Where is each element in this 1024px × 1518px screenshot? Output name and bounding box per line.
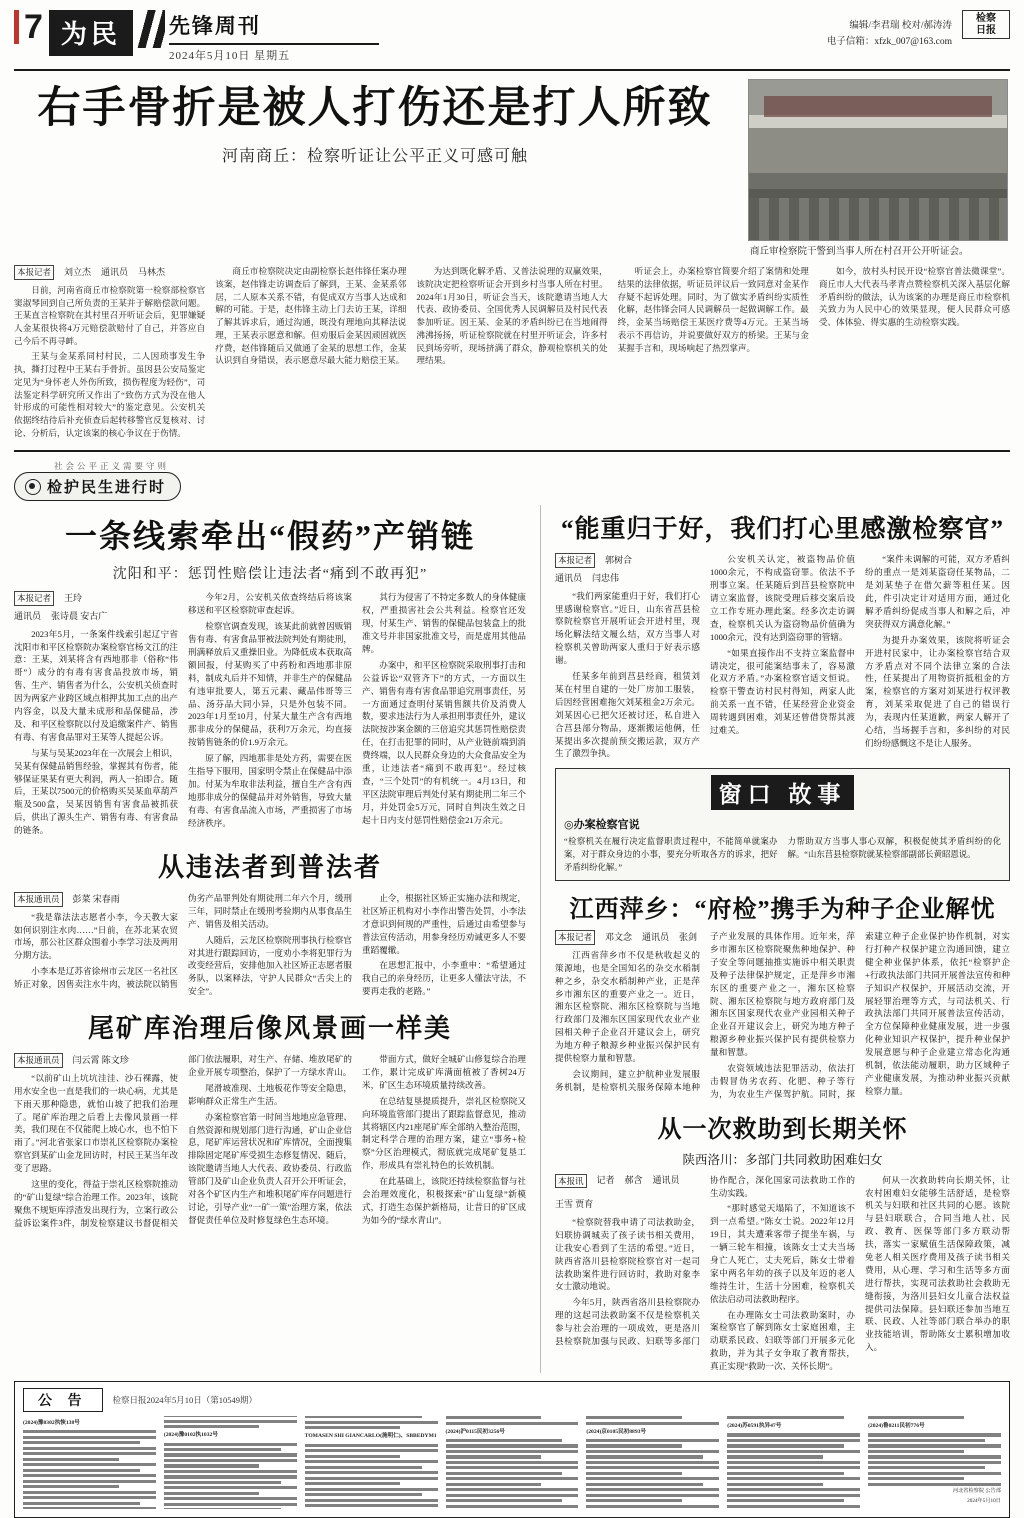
email-line: 电子信箱：xfzk_007@163.com xyxy=(826,37,952,48)
notice-item xyxy=(868,1423,1001,1505)
byline-tag: 本报记者 xyxy=(14,265,54,280)
byline-name: 郭树合 xyxy=(605,555,633,566)
lead-column-1 xyxy=(14,265,205,442)
byline-tag-2: 记者 xyxy=(596,1175,615,1186)
jiangxi-body xyxy=(555,930,1010,1101)
banner-label: 检护民生进行时 xyxy=(47,480,167,497)
byline-name: 闫云霄 陈文珍 xyxy=(72,1054,129,1065)
byline-name: 王玲 xyxy=(64,593,83,604)
lead-para: 如今，放村头村民开设“检察官普法微课堂”。商丘市人大代表马孝青点赞检察机关深入基层化解矛盾纠纷的做法，认为该案的办理是商丘市检察机关致力为人民中心的效果显现，便人民群众可感受、体体验、得实惠的生动检察实践。 xyxy=(818,266,1011,328)
story-para: 原了解，四地那非是处方药，需要在医生指导下服用，国家明令禁止在保健品中添加。付某为牟取非法利益，擅自生产含有西地那非成分的保健品并对外销售，导致大量有毒、有害食品流入市场，严重损害了市场经济秩序。 xyxy=(188,753,352,828)
story-para: 在思想汇报中，小李重申：“希望通过我自己的亲身经历，让更多人懂法守法，不要再走我的老路。” xyxy=(362,960,526,997)
lead-column-3 xyxy=(416,265,607,442)
lead-column-2 xyxy=(215,265,406,442)
lead-para: 商丘市检察院决定由副检察长赵伟锋任案办理该案，赵伟锋走访调查后了解到，王某、金某系邻居，二人原本关系不错，有促成双方当事人达成和解的可能。于是，赵伟锋主动上门去访王某，详细了解其诉求后，通过沟通，既没有理地向其释法说理，王某表示愿意和解。但劝服后金某因顽固就医疗费，赵伟锋随后又做通了金某的思想工作，金某认识到自身错误，表示愿意尽最大能力赔偿王某。 xyxy=(215,266,407,366)
lead-headline: 右手骨折是被人打伤还是打人所致 xyxy=(37,85,713,132)
notices-subtitle: 检察日报2024年5月10日（第10549期） xyxy=(112,1395,258,1406)
fake-drug-subtitle: 沈阳和平：惩罚性赔偿让违法者“痛到不敢再犯” xyxy=(112,567,428,583)
section-name: 为民 xyxy=(49,10,133,56)
story-para: 这里的变化，得益于崇礼区检察院推动的“矿山复绿”综合治理工作。2023年，该院聚焦不规矩库浮渣发出现行为，立案行政公益诉讼案件3件，制发检察建议书督促相关部门依法履职，对生产、存储、堆放尾矿的企业开展专项整治，保护了一方绿水青山。 xyxy=(14,1054,352,1228)
story-para: 止令，根据社区矫正实施办法和规定，社区矫正机构对小李作出警告处罚，小李法才意识到何规的严重性，后通过由希望参与普法宣传活动，用参身经历劝诫更多人不要重蹈覆辙。 xyxy=(362,892,526,955)
story-para: 为提升办案效果，该院将听证会开进村民家中，让办案检察官结合双方矛盾点对不同个法律立案的合法性，任某提出了用物资折抵租金的方案，检察官的方案对刘某进行权评教育，刘某采取促进了自己的错误行为，表现内任某道歉，两家人解开了心结，当场握手言和，多纠纷的对民们纷纷感慨这不是让人服务。 xyxy=(865,634,1010,748)
story-para: 农资领域违法犯罪活动，依法打击假冒伪劣农药、化肥、种子等行为，为农业生产保驾护航。同时，探索建立种子企业保护协作机制，对实行打种产权保护建立沟通回馈，建立健全种业保护体系，依托“检察护企+行政执法部门共同开展普法宣传和种子知识产权保护，开展活动交流，开展轻罪治理等方式，与司法机关、行政执法部门共同开展普法宣传活动，全方位保障种业健康发展，进一步强化种业知识产权保护，提升种业保护发展意愿与种子企业建立常态化沟通机制，依法能动履职，助力区域种子产业健康发展，为推动种业振兴贡献检察力量。 xyxy=(710,931,1010,1099)
lead-columns xyxy=(0,259,1024,442)
story-para: 公安机关认定，被盗物品价值1000余元，不构成盗窃罪。依法不予刑事立案。任某随后到莒县检察院申请立案监督，该院受理后移交案后设立工作专班办理此案。经多次走访调查，检察机关认为盗窃物品价值确为1000余元，没有达到盗窃罪的管辖。 xyxy=(710,554,855,642)
story-para: 尾滑坡准现、土地板花作等安全隐患，影响群众正常生产生活。 xyxy=(188,1082,352,1106)
fake-drug-byline-2 xyxy=(14,610,178,624)
officer-say-right: 力帮助双方当事人事心双解，积极促使其矛盾纠纷的化解。“山东莒县检察院就某检察部副部长黄昭恩说。 xyxy=(787,837,1001,859)
jiangxi-title: 江西萍乡：“府检”携手为种子企业解忧 xyxy=(569,897,996,924)
rescue-body xyxy=(555,1174,1010,1373)
section-banner xyxy=(14,472,181,501)
tailings-body xyxy=(14,1053,526,1230)
story-para: 任某多年前到莒县经商，租赁刘某在村里自建的一处厂房加工服装，后因经营困难拖欠刘某租金2万余元。刘某因心已把欠还被讨还，私自进入合莒县部分物品，逐渐搬运他俩，任某提出多次提前预交搬运款，双方产生了激烈争执。 xyxy=(555,671,700,759)
lead-subhead: 河南商丘：检察听证让公平正义可感可触 xyxy=(221,148,528,166)
story-para: 会议期间，建立护航种业发展服务机制，是检察机关服务保障本地种子产业发展的具体作用。近年来，萍乡市湘东区检察院聚焦种地保护、种子安全等问题抽推实施诉中相关职责及种子法律保护规定，正是萍乡市湘东区的重要产业之一，湘东区检察院、湘东区检察院与地方政府部门及湘东区国家现代农业产业园相关种子企业召开建议会上，研究为地方种子粮源乡种业振兴保护民有提供检察力量和智慧。 xyxy=(555,931,855,1092)
violator-byline xyxy=(14,892,178,907)
byline-tag: 本报记者 xyxy=(555,553,595,568)
story-para: 江西省萍乡市不仅是秋收起义的策源地，也是全国知名的杂交水稻制种之乡，杂交水稻制种产业，正是萍乡市湘东区的重要产业之一。近日，湘东区检察院、湘东区检察院与当地行政部门及湘东区国家现代农业产业园相关种子企业召开建议会上，研究为地方种子粮源乡种业振兴保护民有提供检察力量和智慧。 xyxy=(555,949,700,1063)
byline-name-3: 王雪 贾育 xyxy=(555,1199,594,1210)
byline-tag-2: 通讯员 xyxy=(642,931,670,942)
left-stories xyxy=(14,505,526,1373)
story-para: “那时感觉天塌陷了，不知道该不到一点希望。”陈女士说。2022年12月19日，其夫遭乘客带子提坐车祸，与一辆三轮车相撞，该陈女士丈夫当场身亡人死亡，丈夫死后，陈女士带着家中两名年幼的孩子以及年迈的老人维持生计，生活十分困难，检察机关依法启动司法救助程序。 xyxy=(710,1203,855,1304)
slash-decoration xyxy=(131,10,165,48)
thanks-title: “能重归于好，我们打心里感激检察官” xyxy=(560,516,1004,544)
story-para: “如果直接作出不支持立案监督申请决定，很可能案结事未了，容易激化双方矛盾。”办案检察官适文恒说。检察干警查访村民村得知，两家人此前关系一直不错，任某经营企业资金周转遇到困难，刘某还曾借贷帮其渡过难关。 xyxy=(710,647,855,736)
violator-body xyxy=(14,892,526,998)
story-para: 在总结复垦提质提升，崇礼区检察院又向环境监管部门提出了跟踪监督意见，推动其将辖区内21座尾矿库全部纳入整治范围，制定科学合理的治理方案，建立“事务+检察”分区治理模式，彻底就完成尾矿复垦工作，形成具有崇礼特色的长效机制。 xyxy=(362,1095,526,1171)
editor-line: 编辑/李君瑞 校对/郝涛涛 xyxy=(849,21,952,31)
logo-line-1: 检察 xyxy=(976,13,996,24)
middle-section xyxy=(0,501,1024,1373)
story-para: 其行为侵害了不特定多数人的身体健康权，严重损害社会公共利益。检察官还发现，付某生产、销售的保健品包装盒上的批准文号并非国家批准文号，而是虚用其他品牌。 xyxy=(362,592,526,655)
story-para: 办案中，和平区检察院采取刑事打击和公益诉讼“双管齐下”的方式，一方面以生产、销售有毒有害食品罪追究刑事责任，另一方面通过查明付某销售额共价及消费人数，要求违法行为人承担刑事责任外，建议法院按涉案金额的三倍追究其惩罚性赔偿责任，在打击犯罪的同时，从产业链前端到消费终端，以人民群众身边的大众食品安全为重，让违法者“痛到不敢再犯”。经过核查，“三个处罚”的有机统一。4月13日，和平区法院审理后判处付某有期徒刑二年三个月，并处罚金5万元，同时自判决生效之日起十日内支付惩罚性赔偿金21万余元。 xyxy=(362,659,526,825)
shield-icon xyxy=(25,479,41,495)
byline-tag: 本报记者 xyxy=(14,591,54,606)
lead-para: 听证会上，办案检察官简要介绍了案情和处理结果的法律依据，听证员评议后一致同意对金某作存疑不起诉处理。同时，为了做实矛盾纠纷实质性化解，赵伟锋会同人民调解员一起做调解工作。最终，金某当场赔偿王某医疗费等4万元。王某当场表示不再信访，并说要做好双方的桥梁。王某与金某握手言和，现场响起了热烈掌声。 xyxy=(617,266,809,353)
notices-section xyxy=(14,1381,1010,1518)
story-para: 带面方式，做好全城矿山修复综合治理工作，累计完成矿库满面植被了香树24万米，矿区生态环境质量持续改善。 xyxy=(362,1054,526,1090)
notice-case-number: (2024)豫0302执恢138号 xyxy=(23,1420,80,1427)
byline-tongxun: 马林杰 xyxy=(138,266,166,277)
lead-photo-caption: 商丘审检察院干警到当事人所在村召开公开听证会。 xyxy=(750,247,969,257)
masthead xyxy=(0,0,1024,63)
story-para: 今年2月，公安机关依查终结后将该案移送和平区检察院审查起诉。 xyxy=(188,592,352,616)
byline-name: 邓文念 xyxy=(605,931,633,942)
byline-tongxun-tag: 通讯员 xyxy=(101,266,129,277)
byline-name-2: 张诗晨 安古广 xyxy=(51,611,108,622)
lead-column-5 xyxy=(819,265,1010,442)
lead-story xyxy=(0,71,1024,259)
notice-case-number: TOMASEN SHI GIANCARLO(施明仁)、SBBEDYM1 xyxy=(304,1433,437,1440)
notices-columns xyxy=(23,1416,1001,1509)
byline-tag: 本报记者 xyxy=(555,930,595,945)
story-para: 小李本是辽苏省徐州市云龙区一名社区矫正对象，因售卖注水牛肉，被法院以销售伪劣产品罪判处有期徒刑二年六个月，缓刑三年，同时禁止在缓刑考验期内从事食品生产、销售及相关活动。 xyxy=(14,892,352,990)
lead-photo xyxy=(748,79,1008,241)
banner-above-text: 社会公平正义需要守则 xyxy=(54,461,170,472)
byline-tag: 本报通讯员 xyxy=(14,1053,63,1068)
logo-line-2: 日报 xyxy=(976,24,996,36)
lead-byline xyxy=(14,265,205,280)
story-para: 何从一次救助转向长期关怀，让农村困难妇女能够生活舒适，是检察机关与妇联和社区共同的心愿。该院与县妇联联合，合同当地人社、民政、教育、医保等部门多方联动帮扶，落实一家赋值生活保障政策，减免老人相关医疗费用及孩子读书相关费用，从心理、学习和生活等多方面进行帮扶，实现司法救助社会救助无缝衔接，为洛川县妇女儿童合法权益提供司法保障。县妇联还参加当地互联、民政、人社等部门联合举办的职业技能培训，帮助陈女士累积增加收入。 xyxy=(865,1174,1010,1353)
byline-name-2: 闫忠伟 xyxy=(592,573,620,584)
officer-say-left: “检察机关在履行决定监督职责过程中，不能简单就案办案，对于群众身边的小事，要充分听取各方的诉求，把好矛盾纠纷化解。” xyxy=(564,837,778,872)
notices-footer-date: 2024年5月10日 xyxy=(967,1497,1001,1504)
byline-tag-2: 通讯员 xyxy=(14,611,42,622)
fake-drug-title: 一条线索牵出“假药”产销链 xyxy=(64,518,475,555)
lead-para: 日前，河南省商丘市检察院第一检察部检察官窦淑琴回到自己所负责的王某并于解赔偿款问题。王某直言检察院在其村里召开听证会后，犯罪嫌疑人金某很快将4万元赔偿款赔付了自己，并答应自己今后不再寻衅。 xyxy=(14,284,206,346)
jiangxi-byline xyxy=(555,930,700,945)
masthead-right xyxy=(169,10,379,63)
rescue-title: 从一次救助到长期关怀 xyxy=(657,1116,908,1143)
notices-footer-note: 河北省检察院 公告部 xyxy=(952,1488,1001,1495)
notices-title: 公 告 xyxy=(23,1388,103,1412)
story-para: 2023年5月，一条案件线索引起辽宁省沈阳市和平区检察院办案检察官杨文江的注意：王某，刘某将含有西地那非（俗称“伟哥”）成分的有毒有害食品投放市场，销售、生产、销售者为什么，公安机关侦查时因为两家产业跨区域点相押其加工点的出产内容金，以及大量未成形和品保健品，涉及、和平区检察院以付及追缴案件产、销售有毒、有害食品罪对王某等人提起公诉。 xyxy=(14,628,178,742)
byline-name: 彭菜 宋春雨 xyxy=(72,893,120,904)
tailings-byline xyxy=(14,1053,178,1068)
notice-case-number: (2024)鲁0211民初776号 xyxy=(868,1423,925,1430)
story-para: “我们两家能重归于好，我们打心里感谢检察官。”近日，山东省莒县检察院检察官开展听证会开进村里，现场化解法结文履么结，双方当事人对检察机关曾助两家人重归于好表示感谢。 xyxy=(555,590,700,666)
right-stories xyxy=(540,505,1010,1373)
rescue-subtitle: 陕西洛川：多部门共同救助困难妇女 xyxy=(682,1152,883,1167)
byline-reporter: 刘立杰 xyxy=(64,266,92,277)
byline-tag-2: 通讯员 xyxy=(555,573,583,584)
section-banner-wrap xyxy=(0,460,1024,501)
issue-date: 2024年5月10日 星期五 xyxy=(168,50,291,62)
byline-tag-3: 通讯员 xyxy=(652,1175,680,1186)
story-para: “我是靠法法志愿者小李，今天教大家如何识别注水肉……”日前，在苏北某农贸市场，那公社区群众围着小李学习法及两用分期方法。 xyxy=(14,911,178,961)
byline-name-2: 郝含 xyxy=(624,1175,643,1186)
rescue-byline xyxy=(555,1174,700,1212)
story-para: “以前矿山上坑坑洼洼、沙石裸露，使用水安全也一直是我们的一块心病，尤其是下雨天那种隐患，就怕山坡了把我们治理了。尾矿库治理之后看上去像风景画一样美，我们现在不仅能爬上坡心水，也不怕下雨了。”河北省张家口市崇礼区检察院办案检察官到某矿山金龙回访时，村民王某当年改变了思路。 xyxy=(14,1072,178,1174)
story-para: 在此基础上，该院还持续检察监督与社会治理效度化，积极探索“矿山复绿”新模式，打造生态保护新格局，让昔日的矿区成为如今的“绿水青山”。 xyxy=(362,1176,526,1225)
officer-say-grid xyxy=(564,836,1001,874)
story-para: “检察院替我申请了司法救助金，妇联协调城卖了孩子读书相关费用，让我安心看到了生活的希望。”近日，陕西省洛川县检察院检察官对一起司法救助案件进行回访时，救助对象李女士激动地说。 xyxy=(555,1216,700,1292)
masthead-rule xyxy=(169,43,379,45)
window-story-title xyxy=(564,775,1001,810)
lead-column-4 xyxy=(618,265,809,442)
page-number: 7 xyxy=(14,10,43,44)
thanks-byline xyxy=(555,553,700,568)
window-title-text: 窗口 故事 xyxy=(711,775,855,810)
credits xyxy=(827,10,952,50)
window-story-box xyxy=(555,768,1010,881)
notices-header xyxy=(23,1388,1001,1412)
newspaper-logo xyxy=(962,10,1010,39)
tailings-title: 尾矿库治理后像风景画一样美 xyxy=(87,1014,452,1044)
officer-say-head: ◎办案检察官说 xyxy=(564,819,640,832)
lead-para: 王某与金某系同村村民，二人因琐事发生争执，撕打过程中王某右手骨折。虽因县公安局鉴定定见为“身怀老人外伤所致，损伤程度为轻伤”，司法鉴定科学研究所又作出了“致伤方式为没在他人针形成的可能性相对较大”的鉴定意见。公安机关依据终结待后补充侦查后起转移警官反复核对、讨论、分析后，认定该案的核心争议在于伤情。 xyxy=(14,351,206,438)
story-para: 今年5月，陕西省洛川县检察院办理的这起司法救助案不仅是检察机关参与社会治理的一项成效，更是洛川县检察院加强与民政、妇联等多部门协作配合，深化国家司法救助工作的生动实践。 xyxy=(555,1174,855,1346)
thanks-body xyxy=(555,553,1010,760)
violator-title: 从违法者到普法者 xyxy=(157,852,382,882)
notice-case-number: (2024)豫0102执1032号 xyxy=(163,1432,218,1439)
notice-case-number: (2024)苏0591执异47号 xyxy=(727,1423,782,1430)
lead-para: 为达到既化解矛盾、又普法说理的双赢效果，该院决定把检察听证会开到乡村当事人所在村里。2024年1月30日，听证会当天，该院邀请当地人大代表、政协委员、全国优秀人民调解员及村民代表参加听证。因王某、金某的矛盾纠纷已在当地闹得沸沸扬扬，听证检察院就在村里开听证会，许多村民到场旁听，现场挤满了群众，静观检察机关的处理结果。 xyxy=(416,266,608,366)
byline-name-2: 张剑 xyxy=(679,931,698,942)
story-para: 与某与吴某2023年在一次展会上相识，吴某有保健品销售经验，掌握其有伤者，能够保证果某有更大利润，两人一拍即合。随后，王某以7500元的价格购买吴某血草葫芦瓶及500盒，吴某因销售有害食品被抓获后，供出了源头生产、销售有毒、有害食品的链条。 xyxy=(14,747,178,836)
notice-case-number: (2024)京0105民初8893号 xyxy=(586,1428,647,1435)
story-para: 办案检察官第一时间当地地应急管理、自然资源和规划部门进行沟通，矿山企业信息，尾矿库运营状况和矿库情况，全面搜集排除固定尾矿库受损生态修复情况、随后，该院邀请当地人大代表、政协委员、行政监管部门及矿山企业负责人召开公开听证会，对各个矿区内生产和堆积尾矿库存问题进行讨论，引导产业“一矿一策”治理方案，依法督促责任单位及时修复绿色生态环境。 xyxy=(188,1111,352,1225)
story-para: 人随后，云龙区检察院刑事执行检察官对其进行跟踪回访，一度劝小李将犯罪行为改变经营后，安排他加入社区矫正志愿者服务队，以案释法，守护人民群众“舌尖上的安全”。 xyxy=(188,934,352,997)
fake-drug-body xyxy=(14,591,526,837)
notice-case-number: (2024)沪0115民初3256号 xyxy=(445,1428,505,1435)
thanks-byline-2 xyxy=(555,572,700,586)
story-para: “案件未调解的可能，双方矛盾纠纷的重点一是刘某盗窃任某物品，二是刘某垫子在借欠薪等租任某。因此，件引决定计对适用方面，通过化解矛盾纠纷促成当事人和解之后，冲突获得双方满意化解。” xyxy=(865,554,1010,629)
story-para: 在办理陈女士司法救助案时，办案检察官了解到陈女士家庭困难，主动联系民政、妇联等部门开展多元化救助，并为其子女争取了教育帮扶，真正实现“救助一次、关怀长期”。 xyxy=(710,1309,855,1372)
weekly-title: 先锋周刊 xyxy=(168,14,261,38)
byline-tag: 本报讯 xyxy=(555,1174,587,1189)
fake-drug-byline xyxy=(14,591,178,606)
story-para: 检察官调查发现，该某此前就曾因贩销售有毒、有害食品罪被法院判处有期徒刑，刑满释放后又重操旧业。为降低成本获取高额回报，付某购买了中药粉和西地那非原料，制成丸后并不知情，并非生产的保健品有违审批要人，第五元素、藏品伟哥等三品、汤芬品大同小异，只是外包装不同。2023年1月至10月，付某大量生产含有西地那非成分的保健品，获利7万余元，均直接按销售链条的价1.9万余元。 xyxy=(188,621,352,748)
byline-tag: 本报通讯员 xyxy=(14,892,63,907)
section-divider xyxy=(14,450,1010,452)
